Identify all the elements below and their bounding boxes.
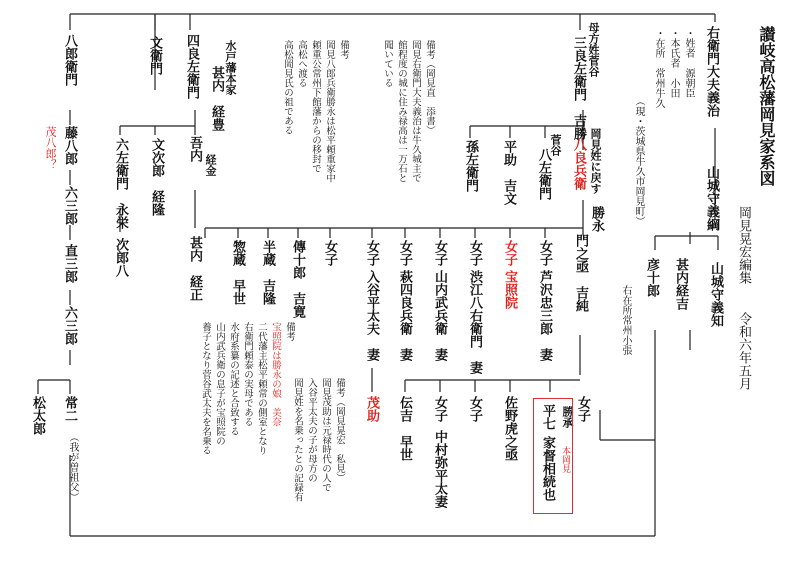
rokusaburo: 六三郎 xyxy=(62,186,77,225)
nakamura-spouse: 中村弥平太妻 xyxy=(432,430,447,508)
hagi-spouse: 萩四良兵衛 妻 xyxy=(397,270,412,361)
iriya-spouse: 入谷平太夫 妻 xyxy=(364,270,379,361)
note-2-line-3: 高松へ渡る xyxy=(296,40,307,88)
note-3-line-1: 宝照院は勝永の娘 美奈 xyxy=(270,322,281,427)
mother-header: 母方姓菅谷 xyxy=(587,22,600,77)
asakura-spouse: 芦沢忠三郎 妻 xyxy=(537,270,552,361)
daughter-hagi: 女子 xyxy=(397,240,412,266)
note-4 xyxy=(290,378,346,528)
sanrazaemon: 三良左衛門 吉勝 xyxy=(571,36,586,140)
shibue-spouse: 渋江八右衛門 妻 xyxy=(467,270,482,374)
tohachiro: 藤八郎 xyxy=(62,126,77,165)
editor: 岡見晃宏編集 xyxy=(736,206,751,284)
hikojuro: 彦十郎 xyxy=(644,258,659,297)
note-2-line-4: 高松岡見氏の祖である xyxy=(282,40,293,135)
daughter-shibue: 女子 xyxy=(467,240,482,266)
note-3-line-4: 水府系纂の記述と合致する xyxy=(228,322,239,436)
daughter-nakamura2: 女子 xyxy=(432,396,447,422)
bunjiro: 文次郎 経隆 xyxy=(149,138,164,216)
denzo: 伝吉 早世 xyxy=(397,396,412,461)
note-2-line-1: 岡見八郎兵衛勝永は松平頼重家中 xyxy=(324,40,335,183)
hachirobei: 八良兵衛 xyxy=(571,138,586,190)
rokusaburo2: 六三郎 xyxy=(62,306,77,345)
katsunaga: 勝永 xyxy=(589,206,604,232)
header-note-2: ・本氏者 小田 xyxy=(668,28,679,98)
katsushoku: 勝承 xyxy=(561,406,574,428)
page-title: 讃岐高松藩岡見家系図 xyxy=(757,26,776,186)
daughter-takateru: 女子 xyxy=(502,240,517,266)
daughter-katsushoku: 女子 xyxy=(575,396,590,422)
header-note-4: （現・茨城県牛久市岡見町） xyxy=(633,96,644,226)
hachiroemon: 八郎衛門 xyxy=(62,34,77,86)
kichijiro: 八左衛門 xyxy=(536,148,551,200)
matsutaro: 松太郎 xyxy=(30,396,45,435)
denjuro: 傳十郎 吉寛 xyxy=(290,240,305,318)
jinnai-tsunamasa: 甚内 経正 xyxy=(187,236,202,301)
heisuke: 平助 吉文 xyxy=(501,140,516,205)
sano: 佐野虎之亟 xyxy=(502,396,517,461)
note-2-line-2: 頼重公常州下館藩からの移封で xyxy=(310,40,321,173)
note-3 xyxy=(198,322,296,532)
daughter-left: 女子 xyxy=(322,240,337,266)
naosaburo: 直三郎 xyxy=(62,244,77,283)
kichijiro-header: 菅谷 xyxy=(549,134,562,156)
note-1-line-1: 岡見右衛門大夫義治は牛久城主で xyxy=(410,40,421,183)
tsunetoyo: 甚内 経豊 xyxy=(209,66,224,131)
note-1-line-3: 聞いている xyxy=(382,40,393,88)
header-note-3: ・在所 常州牛久 xyxy=(653,28,664,108)
note-4-line-3: 岡見姓を名乗ったとの記録有 xyxy=(292,378,303,502)
note-3-line-6: 養子となり菅谷武太夫を名乗る xyxy=(200,322,211,455)
mon-no-jo: 門之亟 吉純 xyxy=(573,234,588,312)
header-note-1: ・姓者 源朝臣 xyxy=(683,28,694,98)
daughter-nakamura: 女子 xyxy=(467,396,482,422)
note-4-line-2: 入谷平太夫の子が母方の xyxy=(306,378,317,483)
yoshiharu: 右衛門大夫義治 xyxy=(704,26,719,117)
note-3-line-2: 二代藩主松平頼常の側室となり xyxy=(256,322,267,455)
note-3-line-3: 右衛門頼泰の実母である xyxy=(242,322,253,427)
bunzaemon: 文衛門 xyxy=(147,36,162,75)
gozaemon: 吾内 xyxy=(187,136,202,162)
shirozaemon: 四良左衛門 xyxy=(184,34,199,99)
hikojuro-note: 右在所常州小張 xyxy=(620,285,631,355)
note-1 xyxy=(380,40,436,220)
heishichi: 平七 xyxy=(540,404,555,430)
note-3-line-0: 備考 xyxy=(284,322,295,341)
note-4-line-1: 岡見茂助は元禄時代の人で xyxy=(320,378,331,492)
modoru-label: 岡見姓に戻す xyxy=(589,128,602,194)
rokuzaemon: 六左衛門 永栄 xyxy=(113,138,128,229)
note-2 xyxy=(280,40,350,220)
sonzaemon: 孫左衛門 xyxy=(463,140,478,192)
yoshitsuna: 山城守義綱 xyxy=(704,166,719,231)
shigesuke: 茂助 xyxy=(364,396,379,422)
kei-kin: 経金 xyxy=(204,154,217,176)
sozo: 惣蔵 早世 xyxy=(230,240,245,305)
tsuneji-note: （我が曽祖父） xyxy=(67,432,78,502)
yamanouchi-spouse: 山内武兵衛 妻 xyxy=(432,270,447,361)
tsuneji: 常二 xyxy=(62,396,77,422)
ihei: 家督相続也 xyxy=(540,436,555,501)
mohachiro: 茂八郎？ xyxy=(44,126,57,170)
daughter-asakura: 女子 xyxy=(537,240,552,266)
daughter-yamanouchi: 女子 xyxy=(432,240,447,266)
mito: 水戸藩本家 xyxy=(224,40,237,95)
date: 令和六年五月 xyxy=(736,312,751,390)
note-1-line-0: 備考（岡見直 添書） xyxy=(424,40,435,135)
honokami-note: 本岡見 xyxy=(560,446,570,473)
note-3-line-5: 山内武兵衛の息子が宝照院の xyxy=(214,322,225,446)
note-1-line-2: 館程度の城に住み禄高は一万石と xyxy=(396,40,407,183)
note-2-line-0: 備考 xyxy=(338,40,349,59)
yoshitomo: 山城守義知 xyxy=(708,262,723,327)
daughter-iriya: 女子 xyxy=(364,240,379,266)
hanzo: 半蔵 吉隆 xyxy=(260,240,275,305)
takateru: 宝照院 xyxy=(502,270,517,309)
note-4-line-0: 備考（岡見晃宏 私見） xyxy=(334,378,345,483)
jiro-hachi: 次郎八 xyxy=(113,238,128,277)
jinnai-tsunayoshi: 甚内経吉 xyxy=(673,258,688,310)
